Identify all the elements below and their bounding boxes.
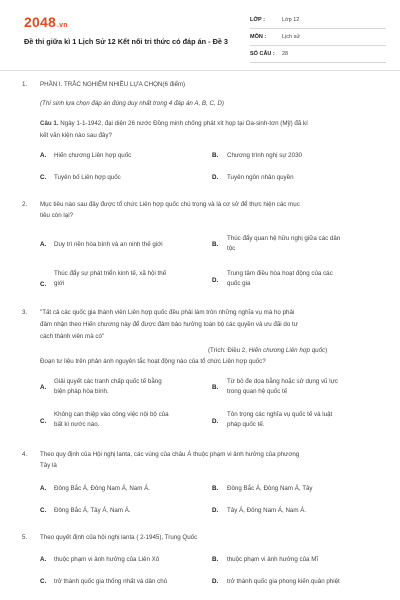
option-letter[interactable]: B. <box>212 241 219 248</box>
option-letter[interactable]: A. <box>40 152 47 159</box>
option-letter[interactable]: A. <box>40 241 47 248</box>
question-body: Ngày 1-1-1942, đại diện 26 nước Đồng minh chống phát xít họp tại Oa-sinh-tơn (Mỹ) đã kí <box>58 120 308 127</box>
question-text: Mục tiêu nào sau đây được tổ chức Liên hợp quốc chú trọng và là cơ sở để thực hiện các mục <box>40 201 300 208</box>
source-title: Hiến chương Liên hợp quốc <box>248 347 326 354</box>
option-letter[interactable]: D. <box>212 277 219 284</box>
option-text[interactable]: Đông Bắc Á, Đông Nam Á, Nam Á. <box>54 485 150 492</box>
option-text[interactable]: trở thành quốc gia thống nhất và dân chủ <box>54 578 168 585</box>
option-letter[interactable]: C. <box>40 174 47 181</box>
option-line: quốc gia <box>227 280 251 287</box>
option-letter[interactable]: B. <box>212 556 219 563</box>
option-text[interactable]: Chương trình nghị sự 2030 <box>227 152 302 159</box>
option-text[interactable] <box>227 410 377 430</box>
option-line: giới <box>54 280 65 287</box>
option-letter[interactable]: C. <box>40 418 47 425</box>
option-letter[interactable]: D. <box>212 174 219 181</box>
section-title: PHẦN I. TRẮC NGHIỆM NHIỀU LỰA CHỌN(6 điểm) <box>40 81 186 88</box>
option-line: pháp quốc tế. <box>227 421 265 428</box>
option-letter[interactable]: B. <box>212 152 219 159</box>
option-text[interactable] <box>54 269 204 289</box>
question-number: 4. <box>22 451 28 458</box>
option-line: Thúc đẩy sự phát triển kinh tế, xã hội thế <box>54 270 167 277</box>
option-letter[interactable]: C. <box>40 578 47 585</box>
meta-key: MÔN : <box>250 34 267 40</box>
option-letter[interactable]: A. <box>40 485 47 492</box>
question-quote: cách thành viên mà có" <box>40 333 105 340</box>
option-letter[interactable]: C. <box>40 507 47 514</box>
question-number: 5. <box>22 534 28 541</box>
question-number: 3. <box>22 309 28 316</box>
question-text-cont: tiêu còn lại? <box>40 212 74 219</box>
option-line: Từ bỏ đe dọa bằng hoặc sử dụng vũ lực <box>227 378 338 385</box>
exam-meta <box>250 12 386 63</box>
meta-key: LỚP : <box>250 17 265 23</box>
question-number: 2. <box>22 201 28 208</box>
question-quote: đảm nhận theo Hiến chương này để được đảm bảo hưởng toàn bộ các quyền và ưu đãi do tư <box>40 321 298 328</box>
option-text[interactable] <box>54 410 204 430</box>
page-header <box>24 12 386 62</box>
source-suffix: ) <box>325 347 328 354</box>
option-letter[interactable]: A. <box>40 384 47 391</box>
meta-value: 28 <box>282 51 289 57</box>
option-line: trong quan hệ quốc tế <box>227 388 288 395</box>
option-line: bất kì nước nào. <box>54 421 100 428</box>
option-letter[interactable]: D. <box>212 578 219 585</box>
question-label: Câu 1. <box>40 120 59 127</box>
question-number: 1. <box>22 81 28 88</box>
meta-key: SỐ CÂU : <box>250 51 275 57</box>
option-line: Giải quyết các tranh chấp quốc tế bằng <box>54 378 162 385</box>
option-line: Không can thiệp vào công việc nội bộ của <box>54 411 169 418</box>
question-text-cont: kết văn kiện nào sau đây? <box>40 132 112 139</box>
logo-suffix: .vn <box>56 22 68 29</box>
option-letter[interactable]: C. <box>40 281 47 288</box>
logo-text: 2048 <box>24 14 56 30</box>
meta-value: Lịch sử <box>282 34 301 40</box>
option-text[interactable] <box>54 377 204 397</box>
option-line: Thúc đẩy quan hệ hữu nghị giữa các dân <box>227 235 341 242</box>
header-divider <box>0 70 400 71</box>
option-letter[interactable]: A. <box>40 556 47 563</box>
option-text[interactable]: Tây Á, Đông Nam Á, Nam Á. <box>227 507 307 514</box>
meta-row-class <box>250 12 386 29</box>
option-text[interactable]: Duy trì nền hòa bình và an ninh thế giới <box>54 241 163 248</box>
option-text[interactable]: Đông Bắc Á, Đông Nam Á, Tây <box>227 485 313 492</box>
site-logo[interactable] <box>24 14 68 30</box>
question-text: Đoạn tư liệu trên phản ánh nguyên tắc hoạt động nào của tổ chức Liên hợp quốc? <box>40 358 266 365</box>
option-line: Tôn trọng các nghĩa vụ quốc tế và luật <box>227 411 333 418</box>
question-text-cont: Tây là <box>40 462 57 469</box>
option-line: Trung tâm điều hòa hoạt động của các <box>227 270 333 277</box>
question-text: Theo quy định của Hội nghị lanta, các vùng của châu Á thuộc phạm vi ảnh hưởng của phương <box>40 451 300 458</box>
exam-title: Đề thi giữa kì 1 Lịch Sử 12 Kết nối tri thức có đáp án - Đề 3 <box>24 37 228 46</box>
option-text[interactable] <box>227 269 377 289</box>
option-text[interactable]: Đông Bắc Á, Tây Á, Nam Á. <box>54 507 131 514</box>
section-instruction: (Thí sinh lựa chọn đáp án đúng duy nhất trong 4 đáp án A, B, C, D) <box>40 100 224 107</box>
option-letter[interactable]: D. <box>212 507 219 514</box>
question-text: Theo quyết định của hội nghị lanta ( 2-1945), Trung Quốc <box>40 534 198 541</box>
meta-value: Lớp 12 <box>282 17 300 23</box>
option-line: tộc <box>227 245 236 252</box>
option-text[interactable]: trở thành quốc gia phong kiến quân phiệt <box>227 578 340 585</box>
quote-source <box>208 346 327 356</box>
option-text[interactable]: Hiến chương Liên hợp quốc <box>54 152 132 159</box>
option-line: biện pháp hòa bình. <box>54 388 109 395</box>
meta-row-count <box>250 46 386 63</box>
option-text[interactable]: thuộc phạm vi ảnh hưởng của Mĩ <box>227 556 319 563</box>
option-text[interactable] <box>227 377 377 397</box>
option-letter[interactable]: D. <box>212 418 219 425</box>
option-letter[interactable]: B. <box>212 485 219 492</box>
option-text[interactable]: thuộc phạm vi ảnh hưởng của Liên Xô <box>54 556 160 563</box>
meta-row-subject <box>250 29 386 46</box>
question-text <box>40 119 375 129</box>
option-letter[interactable]: B. <box>212 384 219 391</box>
question-quote: "Tất cả các quốc gia thành viên Liên hợp quốc đều phải làm tròn những nghĩa vụ mà họ phải <box>40 309 295 316</box>
option-text[interactable] <box>227 234 377 254</box>
option-text[interactable]: Tuyên bố Liên hợp quốc <box>54 174 121 181</box>
source-prefix: (Trích: Điều 2, <box>208 347 249 354</box>
option-text[interactable]: Tuyên ngôn nhân quyền <box>227 174 294 181</box>
